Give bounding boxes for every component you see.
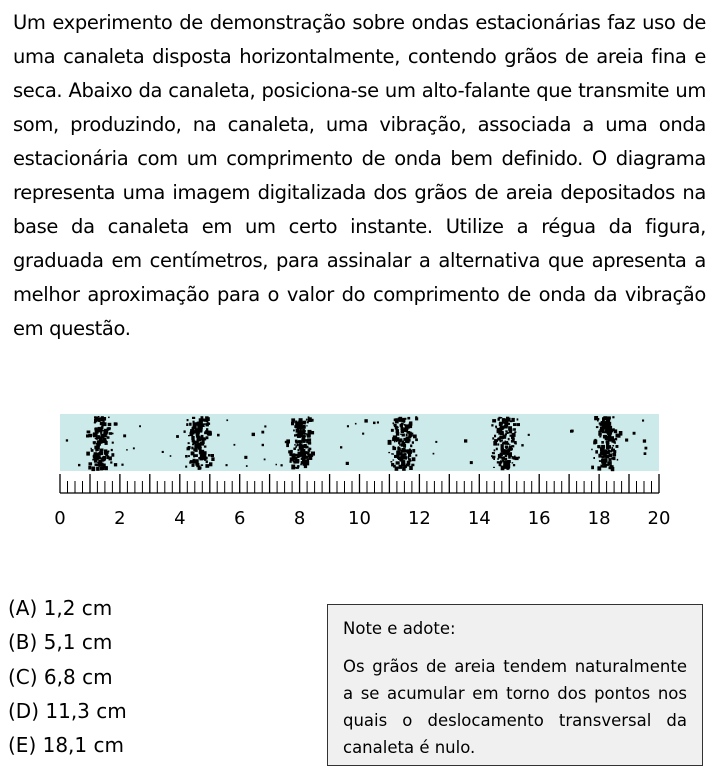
note-title: Note e adote:: [343, 619, 456, 638]
ruler-label: 2: [114, 508, 126, 529]
option-d[interactable]: (D) 11,3 cm: [8, 698, 127, 723]
ruler-label: 10: [348, 508, 371, 529]
ruler-label: 20: [647, 508, 671, 529]
option-e[interactable]: (E) 18,1 cm: [8, 733, 124, 758]
question-text: Um experimento de demonstração sobre ondas estacionárias faz uso de uma canaleta disposta horizontalmente, contendo grãos de areia fina e seca. Abaixo da canaleta, posiciona-se um alto-falante que transmite um som, produzindo, na canaleta, uma vibração, associada a uma onda estacionária com um comprimento de onda bem definido. O diagrama representa uma imagem digitalizada dos grãos de areia depositados na base da canaleta em um certo instante. Utilize a régua da figura, graduada em centímetros, para assinalar a alternativa que apresenta a melhor aproximação para o valor do comprimento de onda da vibração em questão.: [13, 11, 706, 340]
standing-wave-figure: [0, 405, 713, 535]
ruler-label: 8: [293, 508, 306, 529]
note-box: [327, 604, 703, 766]
note-text: Os grãos de areia tendem naturalmente a se acumular em torno dos pontos nos quais o deslocamento transversal da canaleta é nulo.: [343, 657, 687, 757]
option-a[interactable]: (A) 1,2 cm: [8, 596, 113, 620]
ruler-label: 18: [587, 508, 611, 529]
ruler-label: 6: [233, 508, 246, 529]
ruler-label: 12: [407, 508, 431, 529]
ruler-label: 16: [527, 508, 551, 529]
sand-channel: [60, 414, 659, 471]
channel-and-ruler-diagram: [0, 405, 713, 535]
answer-options: [8, 591, 127, 762]
option-b[interactable]: (B) 5,1 cm: [8, 630, 113, 655]
centimeter-ruler: [54, 474, 670, 529]
ruler-label: 4: [174, 508, 186, 529]
ruler-label: 0: [54, 508, 66, 529]
ruler-label: 14: [467, 508, 491, 529]
option-c[interactable]: (C) 6,8 cm: [8, 664, 113, 689]
